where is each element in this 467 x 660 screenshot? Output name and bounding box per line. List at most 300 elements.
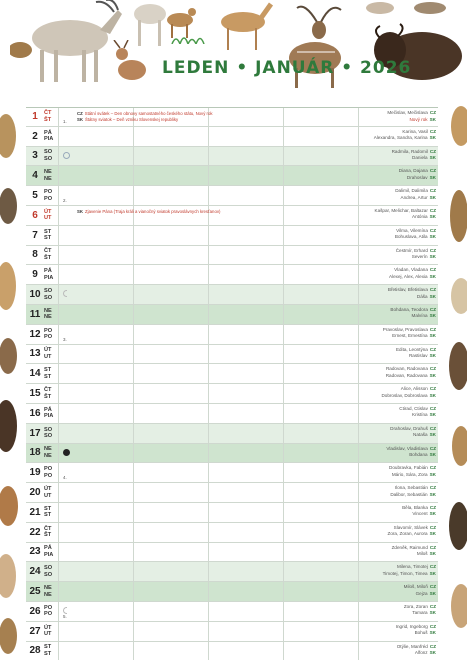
note-cell[interactable] [58,424,133,443]
note-cell[interactable] [358,562,438,581]
note-cell[interactable] [58,602,133,621]
note-cell[interactable] [283,582,358,601]
note-cell[interactable] [208,325,283,344]
day-number: 3 [32,150,38,162]
day-cells [58,444,438,463]
note-cell[interactable] [208,562,283,581]
note-cell[interactable] [283,444,358,463]
day-name-cz: SO [44,288,53,295]
country-code-sk: SK [429,372,436,378]
note-cell[interactable] [283,483,358,502]
note-cell[interactable] [133,543,208,562]
day-name-sk: NE [44,591,52,598]
day-name [44,543,58,562]
name-day-cz-text: Vladan, Vladana [394,267,428,273]
note-cell[interactable] [208,424,283,443]
note-cell[interactable] [358,444,438,463]
name-day-cz-text: Vladislav, Vladislava [386,445,428,451]
note-cell[interactable] [133,404,208,423]
day-name-sk: PO [44,334,53,341]
note-cell[interactable] [58,364,133,383]
name-day-sk-text: Timotej, Timon, Timea [382,570,428,576]
day-cells [58,285,438,304]
note-cell[interactable] [358,503,438,522]
note-cell[interactable] [358,206,438,225]
name-days [402,505,436,518]
note-cell[interactable] [133,622,208,641]
note-cell[interactable] [283,166,358,185]
note-cell[interactable] [58,166,133,185]
country-code-sk: SK [429,452,436,458]
day-name [44,404,58,423]
note-cell[interactable] [58,384,133,403]
note-cell[interactable] [358,483,438,502]
day-name-cz: PÁ [44,129,52,136]
note-cell[interactable] [358,108,438,126]
day-name-cz: ÚT [44,347,52,354]
note-cell[interactable] [208,246,283,265]
grass-decoration [170,32,206,44]
month-title: LEDEN • JANUÁR • 2026 [162,58,412,78]
country-code-sk: SK [429,155,436,161]
note-cell[interactable] [283,543,358,562]
note-cell[interactable] [58,186,133,205]
day-cells [58,325,438,344]
day-name-cz: SO [44,565,53,572]
day-cells [58,206,438,225]
day-name-cz: PO [44,327,53,334]
note-cell[interactable] [58,285,133,304]
name-day-sk-text: Dalibor, Sebastián [390,491,428,497]
note-cell[interactable] [133,582,208,601]
holiday-sk [77,209,220,215]
name-days [396,248,436,261]
note-cell[interactable] [208,503,283,522]
country-code-sk: SK [429,412,436,418]
note-cell[interactable] [283,186,358,205]
note-cell[interactable] [133,285,208,304]
note-cell[interactable] [58,582,133,601]
note-cell[interactable] [133,503,208,522]
day-name-cz: PÁ [44,406,52,413]
note-cell[interactable] [208,602,283,621]
day-name-cz: ST [44,367,52,374]
note-cell[interactable] [358,246,438,265]
note-cell[interactable] [133,345,208,364]
country-code-cz: CZ [429,485,436,491]
day-number: 26 [29,605,41,617]
note-cell[interactable] [58,226,133,245]
name-day-sk [392,551,436,558]
country-code-sk: SK [429,590,436,596]
note-cell[interactable] [358,602,438,621]
name-days [389,267,436,280]
note-cell[interactable] [358,147,438,166]
name-day-sk [386,452,436,459]
note-cell[interactable] [133,424,208,443]
note-cell[interactable] [58,127,133,146]
note-cell[interactable] [58,325,133,344]
bird-illustration [360,0,460,20]
name-day-cz-text: Radmila, Radomil [391,148,428,154]
note-cell[interactable] [58,463,133,482]
name-days [386,446,436,459]
left-animal-strip [0,96,20,660]
note-cell[interactable] [133,147,208,166]
note-cell[interactable] [58,305,133,324]
note-cell[interactable] [208,622,283,641]
note-cell[interactable] [358,582,438,601]
name-day-cz-text: Slavomír, Slávek [393,524,428,530]
name-day-cz [388,287,436,294]
note-cell[interactable] [208,265,283,284]
day-cells [58,147,438,166]
note-cell[interactable] [133,384,208,403]
name-day-sk-text: Alfonz [414,650,428,656]
note-cell[interactable] [58,543,133,562]
name-days [388,525,436,538]
note-cell[interactable] [358,325,438,344]
day-name-sk: SO [44,294,53,301]
note-cell[interactable] [133,642,208,660]
note-cell[interactable] [283,384,358,403]
note-cell[interactable] [208,444,283,463]
note-cell[interactable] [283,305,358,324]
country-code-cz: CZ [429,584,436,590]
note-cell[interactable] [358,424,438,443]
note-cell[interactable] [358,463,438,482]
holiday-cz-text: Státní svátek – Den obnovy samostatného českého státu, Nový rok [84,111,213,116]
country-code-sk: SK [429,392,436,398]
name-days [374,129,436,142]
day-cells [58,483,438,502]
note-cell[interactable] [58,483,133,502]
note-cell[interactable] [283,108,358,126]
note-cell[interactable] [208,108,283,126]
note-cell[interactable] [58,503,133,522]
day-row [26,226,438,246]
note-cell[interactable] [58,265,133,284]
note-cell[interactable] [208,384,283,403]
moon-phase-icon [63,290,67,297]
note-cell[interactable] [358,345,438,364]
day-row [26,523,438,543]
name-day-sk [396,254,436,261]
note-cell[interactable] [133,364,208,383]
note-cell[interactable] [133,483,208,502]
name-day-sk-text: Gejza [415,590,428,596]
name-day-cz-text: Běla, Blanka [402,504,428,510]
day-row [26,642,438,660]
name-day-sk-text: Alexej, Alex, Alexia [389,273,428,279]
name-day-cz-text: Alice, Alisson [400,386,428,392]
name-days [397,644,436,657]
country-code-sk: SK [429,630,436,636]
note-cell[interactable] [58,444,133,463]
week-number: 2. [63,197,67,203]
note-cell[interactable] [133,444,208,463]
country-code-cz: CZ [429,267,436,273]
note-cell[interactable] [208,166,283,185]
day-name-cz: NE [44,446,52,453]
note-cell[interactable] [358,543,438,562]
country-code-cz: CZ [429,128,436,134]
note-cell[interactable] [358,364,438,383]
name-days [404,604,436,617]
day-name-sk: ST [44,650,52,657]
day-name-sk: PO [44,195,53,202]
note-cell[interactable] [58,642,133,660]
name-day-sk-text: Drahoslav [406,174,428,180]
day-cells [58,562,438,581]
day-name [44,602,58,621]
name-day-sk-text: Kristína [412,412,428,418]
note-cell[interactable] [358,384,438,403]
note-cell[interactable] [58,345,133,364]
note-cell[interactable] [283,602,358,621]
name-day-sk [386,373,436,380]
note-cell[interactable] [283,226,358,245]
day-name-cz: ČT [44,248,52,255]
day-row [26,503,438,523]
day-name [44,444,58,463]
day-number: 7 [32,229,38,241]
day-name-sk: SO [44,433,53,440]
note-cell[interactable] [133,305,208,324]
note-cell[interactable] [133,226,208,245]
day-cells [58,364,438,383]
day-cells [58,108,438,126]
day-name [44,186,58,205]
name-day-sk-text: Mário, Sára, Zora [391,471,428,477]
day-cells [58,602,438,621]
country-code-cz: CZ [429,207,436,213]
day-number: 13 [29,348,41,360]
note-cell[interactable] [283,424,358,443]
note-cell[interactable] [283,622,358,641]
name-day-sk [404,610,436,617]
note-cell[interactable] [358,226,438,245]
note-cell[interactable] [283,325,358,344]
note-cell[interactable] [208,127,283,146]
name-day-sk [390,313,436,320]
note-cell[interactable] [283,127,358,146]
note-cell[interactable] [208,345,283,364]
note-cell[interactable] [208,147,283,166]
note-cell[interactable] [208,285,283,304]
note-cell[interactable] [133,265,208,284]
note-cell[interactable] [283,285,358,304]
country-code-sk: SK [429,234,436,240]
note-cell[interactable] [358,186,438,205]
country-code-cz: CZ [429,366,436,372]
note-cell[interactable] [133,602,208,621]
note-cell[interactable] [358,404,438,423]
day-name-cz: ČT [44,525,52,532]
note-cell[interactable] [133,463,208,482]
note-cell[interactable] [358,166,438,185]
day-row [26,127,438,147]
name-day-cz-text: Dalimil, Dalimila [395,188,428,194]
note-cell[interactable] [133,246,208,265]
day-name-sk: ST [44,373,52,380]
day-row [26,602,438,622]
note-cell[interactable] [358,265,438,284]
day-name-sk: ST [44,235,52,242]
day-name-cz: ST [44,228,52,235]
note-cell[interactable] [283,523,358,542]
day-row [26,305,438,325]
note-cell[interactable] [283,206,358,225]
name-day-sk-text: Alexandra, Sandra, Karina [373,135,428,141]
day-row [26,444,438,464]
note-cell[interactable] [283,463,358,482]
name-day-cz-text: Vilma, Vilemína [396,227,428,233]
day-cells [58,384,438,403]
name-day-cz-text: Zdeněk, Raimund [391,544,428,550]
note-cell[interactable] [283,246,358,265]
note-cell[interactable] [208,582,283,601]
note-cell[interactable] [358,642,438,660]
note-cell[interactable] [208,483,283,502]
day-row [26,582,438,602]
note-cell[interactable] [58,404,133,423]
name-day-sk [399,412,436,419]
note-cell[interactable] [208,186,283,205]
day-cells [58,463,438,482]
day-number: 17 [29,427,41,439]
name-day-sk [381,393,436,400]
country-code-cz: CZ [429,564,436,570]
name-day-sk [404,591,436,598]
note-cell[interactable] [208,543,283,562]
day-name [44,285,58,304]
note-cell[interactable] [133,127,208,146]
country-code-sk: SK [429,471,436,477]
note-cell[interactable] [208,305,283,324]
country-code-sk: SK [429,610,436,616]
name-day-sk [397,650,436,657]
note-cell[interactable] [208,463,283,482]
day-name-cz: SO [44,149,53,156]
name-day-sk-text: Nový rok [409,116,428,122]
day-cells [58,166,438,185]
note-cell[interactable] [283,364,358,383]
day-name-cz: PO [44,466,53,473]
name-day-sk-text: Radovan, Radovana [385,372,428,378]
note-cell[interactable] [133,325,208,344]
country-code-cz: CZ [429,306,436,312]
name-day-sk [399,175,436,182]
day-cells [58,582,438,601]
note-cell[interactable] [208,226,283,245]
note-cell[interactable] [133,562,208,581]
day-number: 2 [32,130,38,142]
week-number: 3. [63,336,67,342]
day-row [26,265,438,285]
note-cell[interactable] [133,523,208,542]
week-number: 5. [63,613,67,619]
note-cell[interactable] [133,166,208,185]
country-code-cz: CZ [429,504,436,510]
name-days [395,188,436,201]
day-name [44,562,58,581]
country-code-cz: CZ [429,603,436,609]
country-code-cz: CZ [429,405,436,411]
note-cell[interactable] [208,523,283,542]
note-cell[interactable] [283,147,358,166]
day-name-sk: ŠT [44,393,52,400]
note-cell[interactable] [208,364,283,383]
day-row [26,166,438,186]
day-name [44,384,58,403]
note-cell[interactable] [58,246,133,265]
note-cell[interactable] [58,562,133,581]
name-days [390,426,436,439]
note-cell[interactable] [358,127,438,146]
name-day-cz-text: Zora, Zoran [403,603,428,609]
note-cell[interactable] [58,147,133,166]
day-name [44,305,58,324]
name-days [396,347,436,360]
day-cells [58,305,438,324]
note-cell[interactable] [283,404,358,423]
name-day-sk-text: Miloš [416,551,428,557]
day-name [44,582,58,601]
note-cell[interactable] [283,642,358,660]
holiday-sk-code: SK [77,116,83,122]
note-cell[interactable] [283,562,358,581]
name-day-sk-text: Ernest, Ernestína [392,333,428,339]
note-cell[interactable] [133,186,208,205]
name-day-sk [390,492,436,499]
country-code-sk: SK [429,491,436,497]
note-cell[interactable] [58,622,133,641]
note-cell[interactable] [283,265,358,284]
week-number: 4. [63,475,67,481]
note-cell[interactable] [208,642,283,660]
note-cell[interactable] [283,503,358,522]
note-cell[interactable] [358,523,438,542]
note-cell[interactable] [358,285,438,304]
note-cell[interactable] [58,523,133,542]
country-code-cz: CZ [429,524,436,530]
moon-phase-icon [63,449,70,456]
day-cells [58,503,438,522]
note-cell[interactable] [208,404,283,423]
day-name-sk: ŠT [44,532,52,539]
note-cell[interactable] [358,305,438,324]
day-cells [58,642,438,660]
note-cell[interactable] [358,622,438,641]
name-days [390,485,436,498]
day-name [44,483,58,502]
day-number: 14 [29,368,41,380]
name-day-sk [402,511,436,518]
day-cells [58,127,438,146]
day-name-sk: PIA [44,413,54,420]
name-day-sk-text: Severín [411,254,428,260]
country-code-sk: SK [429,194,436,200]
name-day-sk [396,630,436,637]
name-day-cz-text: Otýlie, Manfréd [396,643,428,649]
day-name-cz: ČT [44,387,52,394]
note-cell[interactable] [283,345,358,364]
day-number: 20 [29,487,41,499]
name-day-cz-text: Drahoslav, Drahuš [390,425,428,431]
name-day-cz-text: Ctirad, Ctislav [399,405,428,411]
deer-illustration [110,40,150,86]
